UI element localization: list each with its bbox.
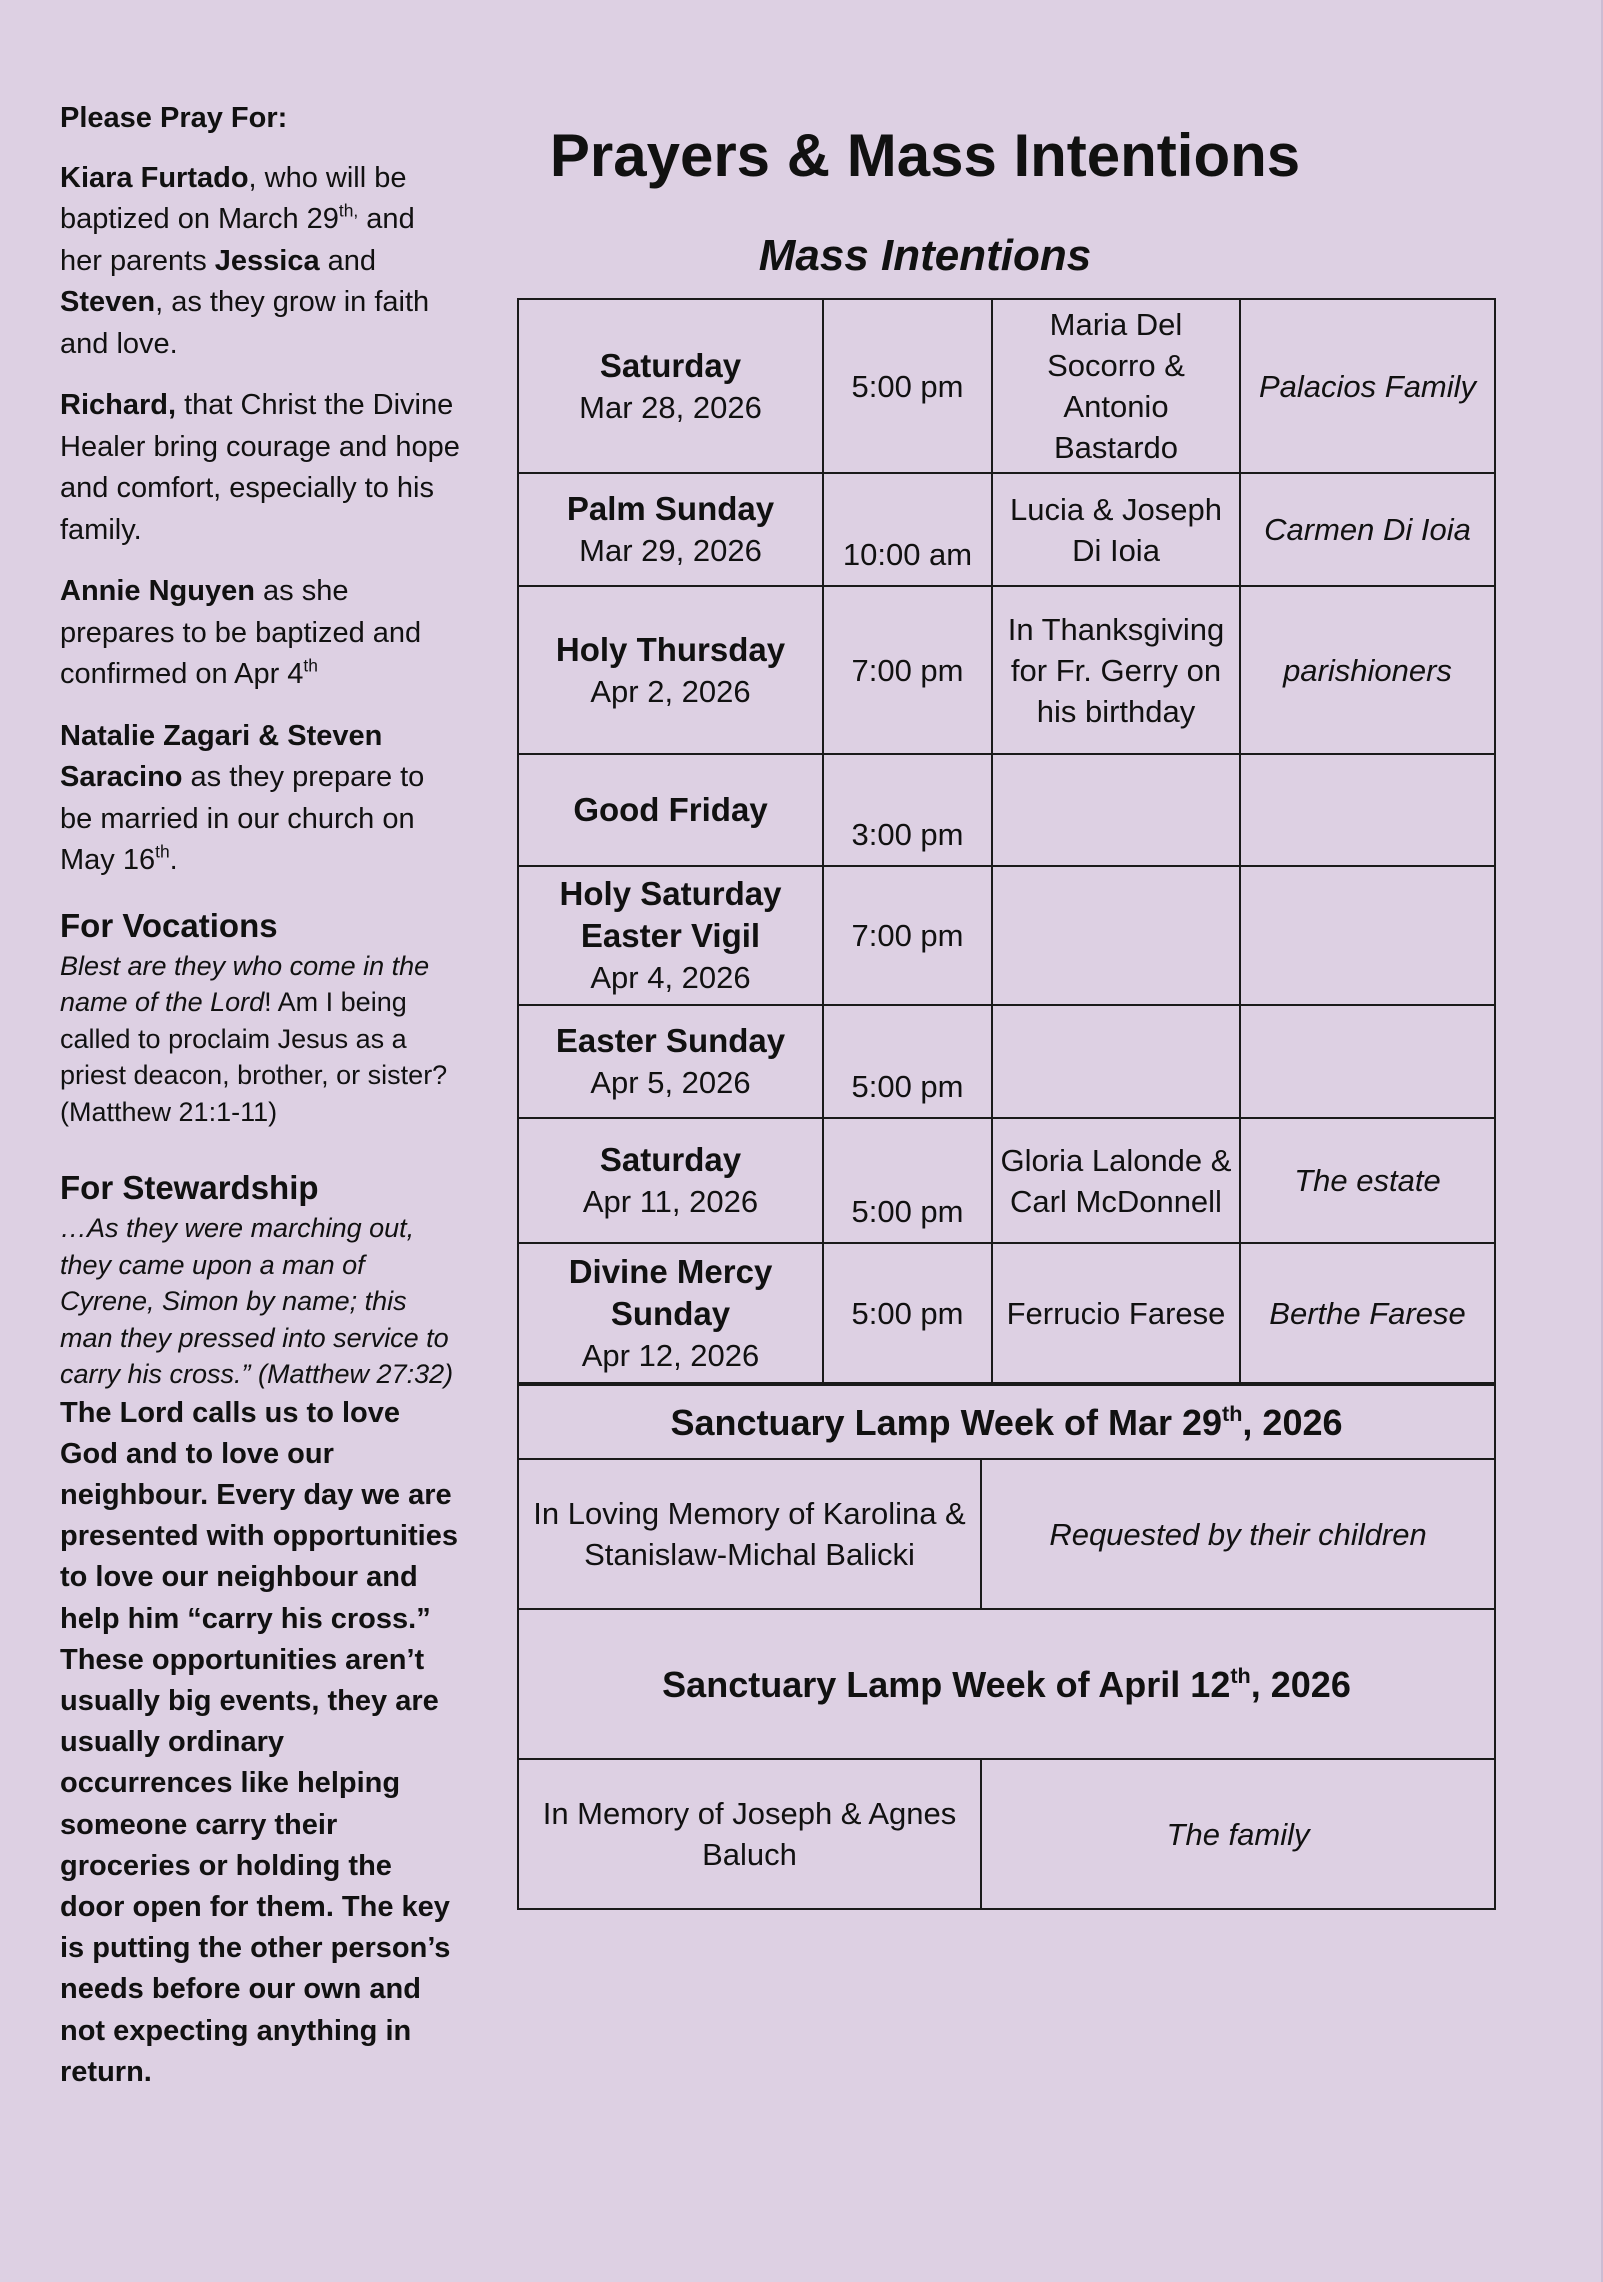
mass-day-cell: Holy Thursday Apr 2, 2026 xyxy=(518,586,823,754)
mass-intention-cell: Lucia & Joseph Di Ioia xyxy=(992,473,1240,586)
mass-intentions-table xyxy=(517,298,1496,1384)
prayer-sidebar xyxy=(60,98,460,2093)
mass-day-cell: Holy Saturday Easter Vigil Apr 4, 2026 xyxy=(518,866,823,1005)
mass-row xyxy=(518,1118,1495,1243)
lamp-week-heading: Sanctuary Lamp Week of April 12th, 2026 xyxy=(518,1609,1495,1759)
mass-requested-by-cell: parishioners xyxy=(1240,586,1495,754)
lamp-intention-cell: In Loving Memory of Karolina & Stanislaw-Michal Balicki xyxy=(518,1459,981,1609)
prayer-item-natalie-steven: Natalie Zagari & Steven Saracino as they prepare to be married in our church on May 16th. xyxy=(60,719,425,876)
stewardship-heading: For Stewardship xyxy=(60,1169,319,1206)
prayer-item-kiara: Kiara Furtado, who will be baptized on March $29^{th,}$ and her parents Jessica and Steven, as they grow in faith and love. xyxy=(60,161,430,360)
mass-requested-by-cell: Carmen Di Ioia xyxy=(1240,473,1495,586)
page-title: Prayers & Mass Intentions xyxy=(549,122,1301,189)
mass-requested-by-cell xyxy=(1240,1005,1495,1118)
mass-row xyxy=(518,1243,1495,1383)
pray-heading: Please Pray For: xyxy=(60,102,288,134)
mass-requested-by-cell: Palacios Family xyxy=(1240,299,1495,473)
mass-requested-by-cell: The estate xyxy=(1240,1118,1495,1243)
lamp-banner-row xyxy=(518,1609,1495,1759)
mass-requested-by-cell xyxy=(1240,866,1495,1005)
mass-requested-by-cell: Berthe Farese xyxy=(1240,1243,1495,1383)
mass-day-cell: Divine Mercy Sunday Apr 12, 2026 xyxy=(518,1243,823,1383)
stewardship-closing: The Lord calls us to love God and to love our neighbour. Every day we are presented with opportunities to love our neighbour and help him “carry his cross.” These opportunities aren’t usually big events, they are usually ordinary occurrences like helping someone carry their groceries or holding the door open for them. The key is putting the other person’s needs before our own and not expecting anything in return. xyxy=(60,1396,458,2088)
mass-intention-cell xyxy=(992,1005,1240,1118)
mass-intention-cell: Maria Del Socorro & Antonio Bastardo xyxy=(992,299,1240,473)
mass-row xyxy=(518,473,1495,586)
vocations-heading: For Vocations xyxy=(60,906,278,944)
mass-intention-cell xyxy=(992,754,1240,866)
lamp-row xyxy=(518,1759,1495,1909)
mass-day-cell: Saturday Mar 28, 2026 xyxy=(518,299,823,473)
mass-time-cell: 7:00 pm xyxy=(823,866,992,1005)
mass-time-cell: 3:00 pm xyxy=(823,754,992,866)
mass-row xyxy=(518,1005,1495,1118)
mass-time-cell: 5:00 pm xyxy=(823,1118,992,1243)
vocations-text: Blest are they who come in the name of the Lord! Am I being called to proclaim Jesus as a priest deacon, brother, or sister? (Matthew 21:1-11) xyxy=(60,950,448,1127)
mass-time-cell: 7:00 pm xyxy=(823,586,992,754)
lamp-week-heading: Sanctuary Lamp Week of Mar 29th, 2026 xyxy=(518,1385,1495,1459)
stewardship-quote: …As they were marching out, they came upon a man of Cyrene, Simon by name; this man they pressed into service to carry his cross.” (Matthew 27:32) xyxy=(60,1213,454,1389)
lamp-row xyxy=(518,1459,1495,1609)
mass-row xyxy=(518,299,1495,473)
mass-row xyxy=(518,866,1495,1005)
mass-day-cell: Good Friday xyxy=(518,754,823,866)
mass-time-cell: 5:00 pm xyxy=(823,299,992,473)
mass-time-cell: 5:00 pm xyxy=(823,1243,992,1383)
mass-requested-by-cell xyxy=(1240,754,1495,866)
mass-row xyxy=(518,754,1495,866)
mass-day-cell: Palm Sunday Mar 29, 2026 xyxy=(518,473,823,586)
lamp-intention-cell: In Memory of Joseph & Agnes Baluch xyxy=(518,1759,981,1909)
mass-time-cell: 10:00 am xyxy=(823,473,992,586)
mass-intention-cell: In Thanksgiving for Fr. Gerry on his birthday xyxy=(992,586,1240,754)
mass-intention-cell: Ferrucio Farese xyxy=(992,1243,1240,1383)
section-title: Mass Intentions xyxy=(758,231,1092,280)
mass-intention-cell xyxy=(992,866,1240,1005)
prayer-item-annie: Annie Nguyen as she prepares to be baptized and confirmed on Apr 4th xyxy=(60,575,422,690)
prayer-item-richard: Richard, that Christ the Divine Healer bring courage and hope and comfort, especially to his family. xyxy=(60,389,460,546)
lamp-banner-row xyxy=(518,1385,1495,1459)
mass-day-cell: Easter Sunday Apr 5, 2026 xyxy=(518,1005,823,1118)
lamp-requested-by-cell: Requested by their children xyxy=(981,1459,1495,1609)
mass-intention-cell: Gloria Lalonde & Carl McDonnell xyxy=(992,1118,1240,1243)
mass-time-cell: 5:00 pm xyxy=(823,1005,992,1118)
mass-day-cell: Saturday Apr 11, 2026 xyxy=(518,1118,823,1243)
sanctuary-lamp-table xyxy=(517,1384,1496,1910)
lamp-requested-by-cell: The family xyxy=(981,1759,1495,1909)
mass-row xyxy=(518,586,1495,754)
